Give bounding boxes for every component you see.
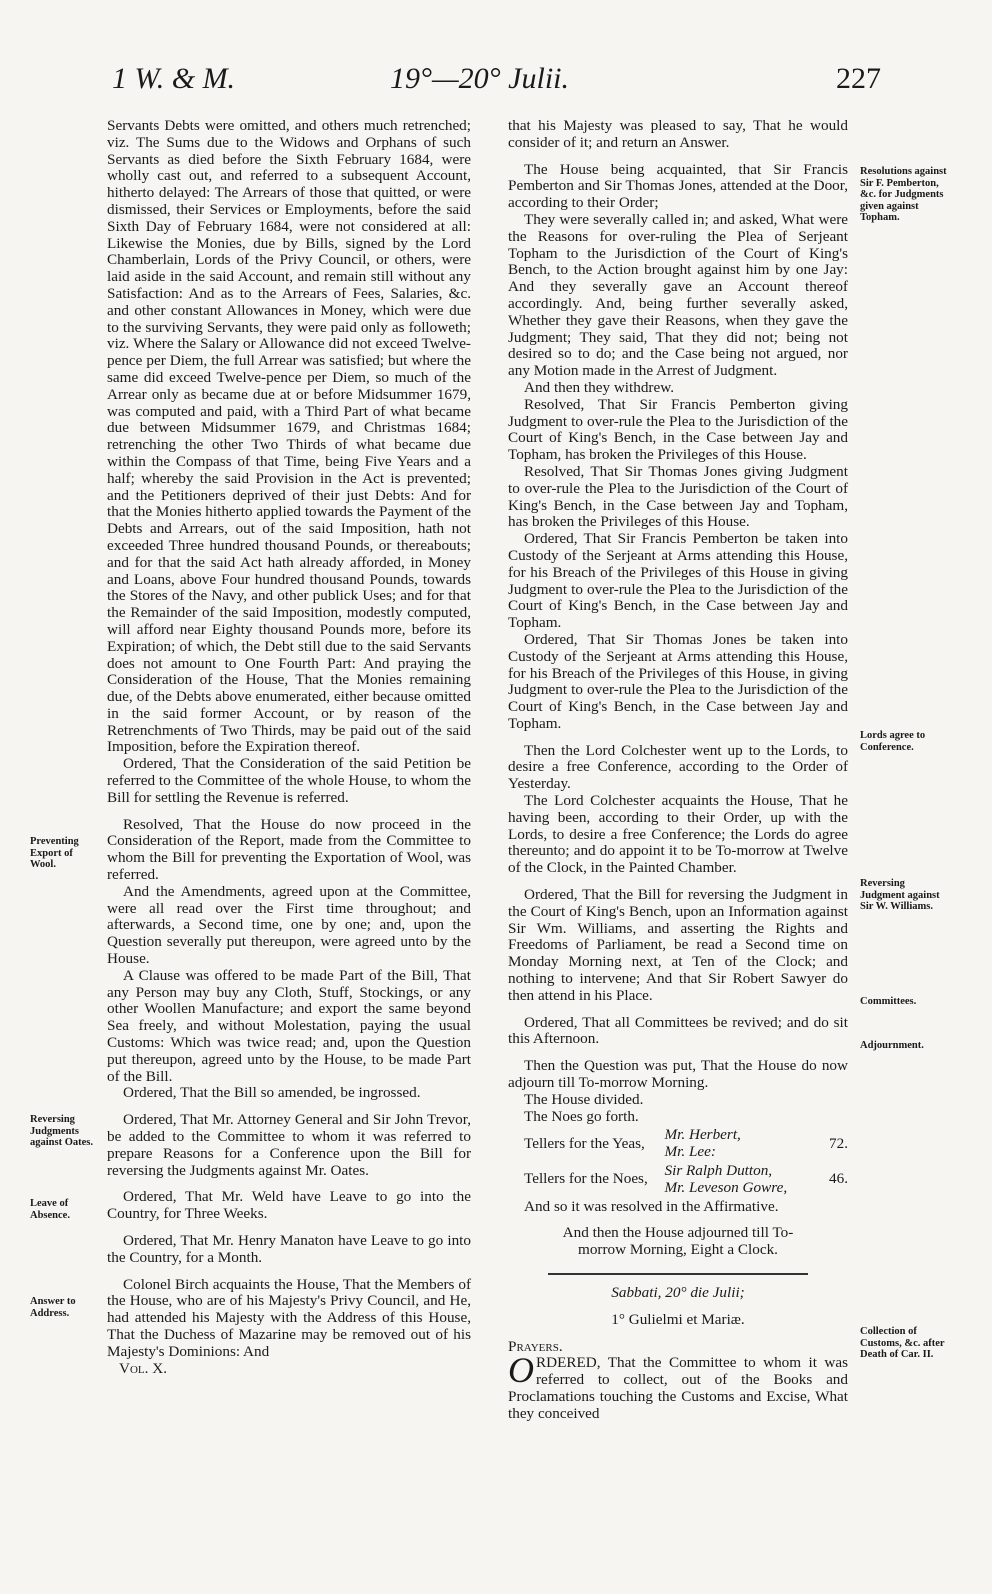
page-header-left: 1 W. & M. [112,62,236,95]
paragraph: Then the Question was put, That the House do now adjourn till To-morrow Morning. [508,1057,848,1092]
paragraph: They were severally called in; and asked, What were the Reasons for over-ruling the Plea of Serjeant Topham to the Jurisdiction of the Court of King's Bench, to the Action brought against him by one Jay: And they severally gave an Account thereof accordingly. And, being further severally asked, Whether they gave their Reasons, when they gave the Judgment; They said, That they did not; being not desired so to do; and the Case being not argued, nor any Motion made in the Arrest of Judgment. [508,210,848,380]
paragraph: Servants Debts were omitted, and others much retrenched; viz. The Sums due to the Widows and Orphans of such Servants as died before the Sixth February 1684, were wholly cast out, and referred to a subsequent Account, hitherto delayed: The Arrears of those that quitted, or were dismissed, their Services or Employments, before the said Sixth Day of February 1684, were not considered at all: Likewise the Monies, due by Bills, signed by the Lord Chamberlain, Lords of the Privy Council, or others, were laid aside in the said Account, and remain still without any Satisfaction: And as to the Arrears of Fees, Salaries, &c. and other constant Allowances in Money, which were due to the surviving Servants, they were paid only as followeth; viz. Where the Salary or Allowance did not exceed Twelve-pence per Diem, the full Arrear was satisfied; but where the same did exceed Twelve-pence per Diem, so much of the Arrear only as became due at or before Midsummer 1679, was computed and paid, with a Third Part of what became due between Midsummer 1679, and Christmas 1684; retrenching the other Two Thirds of what became due within the Compass of that Time, being Five Years and a half; whereby the said Provision in the Act is prevented; and the Petitioners deprived of their just Debts: And for that the Monies hitherto applied towards the Payment of the Debts and Arrears, out of the said Imposition, hath not exceeded Three hundred thousand Pounds, or thereabouts; and for that the said Act hath already afforded, in Money and Loans, above Four hundred thousand Pounds, towards the Stores of the Navy, and other publick Uses; and for that the Remainder of the said Imposition, modestly computed, will afford near Eighty thousand Pounds more, before its Expiration; of which, the Debt still due to the said Servants does not amount to One Fourth Part: And praying the Consideration of the House, That the Monies remaining due, of the Debts above enumerated, either because omitted in the said former Account, or by reason of the Retrenchments of Two Thirds, may be paid out of the said Imposition, before the Expiration thereof. [107,117,471,756]
paragraph: And then the House adjourned till To-morrow Morning, Eight a Clock. [562,1224,794,1259]
paragraph: Ordered, That Mr. Henry Manaton have Leave to go into the Country, for a Month. [107,1232,471,1266]
teller-name: Mr. Lee: [664,1143,716,1161]
vote-count: 46. [829,1170,848,1188]
paragraph: The House divided. [524,1090,644,1108]
tellers-label: Tellers for the Noes, [524,1170,648,1188]
margin-note: Leave of Absence. [30,1198,70,1221]
paragraph [508,1350,848,1422]
paragraph: Ordered, That Sir Thomas Jones be taken into Custody of the Serjeant at Arms attending this House, for his Breach of the Privileges of this House, in giving Judgment to over-rule the Plea to the Jurisdiction of the Court of King's Bench, in the Case between Jay and Topham. [508,630,848,732]
margin-note: Lords agree to Conference. [860,730,926,753]
paragraph: Ordered, That the Bill so amended, be ingrossed. [123,1084,421,1102]
drop-cap: O [508,1350,534,1391]
tellers-noes [524,1163,848,1197]
paragraph: And the Amendments, agreed upon at the Committee, were all read over the First time throughout; and afterwards, a Second time, one by one; and, upon the Question severally put thereupon, were agreed unto by the House. [107,882,471,968]
paragraph: Then the Lord Colchester went up to the Lords, to desire a free Conference, according to the Order of Yesterday. [508,741,848,793]
margin-note: Collection of Customs, &c. after Death of Car. II. [860,1326,945,1360]
vote-count: 72. [829,1134,848,1152]
paragraph: Ordered, That all Committees be revived; and do sit this Afternoon. [508,1013,848,1048]
paragraph: And so it was resolved in the Affirmative. [524,1197,779,1215]
tellers-yeas [524,1127,848,1161]
paragraph: The House being acquainted, that Sir Francis Pemberton and Sir Thomas Jones, attended at the Door, according to their Order; [508,160,848,212]
paragraph: Resolved, That Sir Francis Pemberton giving Judgment to over-rule the Plea to the Jurisdiction of the Court of King's Bench, in the Case between Jay and Topham, has broken the Privileges of this House. [508,395,848,464]
tellers-label: Tellers for the Yeas, [524,1134,645,1152]
teller-name: Sir Ralph Dutton, [664,1162,773,1180]
teller-name: Mr. Herbert, [664,1126,741,1144]
margin-note: Resolutions against Sir F. Pemberton, &c. for Judgments given against Topham. [860,166,947,223]
section-divider [548,1273,808,1275]
paragraph: The Noes go forth. [524,1107,639,1125]
volume-mark: Vol. X. [119,1359,167,1377]
regnal-year: 1° Gulielmi et Mariæ. [611,1310,745,1328]
paragraph: Ordered, That Mr. Attorney General and Sir John Trevor, be added to the Committee to whom it was referred to prepare Reasons for a Conference upon the Bill for reversing the Judgments against Mr. Oates. [107,1111,471,1179]
tellers-names [665,1163,806,1197]
paragraph: Resolved, That Sir Thomas Jones giving Judgment to over-rule the Plea to the Jurisdiction of the Court of King's Bench, in the Case between Jay and Topham, has broken the Privileges of this House. [508,462,848,531]
paragraph: Colonel Birch acquaints the House, That the Members of the House, who are of his Majesty's Privy Council, and He, had attended his Majesty with the Address of this House, That the Duchess of Mazarine may be removed out of his Majesty's Dominions: And [107,1275,471,1360]
paragraph: Ordered, That Mr. Weld have Leave to go into the Country, for Three Weeks. [107,1188,471,1223]
page-header-date: 19°—20° Julii. [390,62,569,95]
prayers-heading: Prayers. [508,1337,563,1355]
page-number: 227 [836,62,881,95]
margin-note: Reversing Judgments against Oates. [30,1114,93,1148]
date-heading: Sabbati, 20° die Julii; [611,1284,745,1301]
paragraph: A Clause was offered to be made Part of the Bill, That any Person may buy any Cloth, Stuff, Stockings, or any other Woollen Manufacture; and export the same beyond Sea freely, and without Molestation, paying the usual Customs: Which was twice read; and, upon the Question put thereupon, agreed unto by the House, to be made Part of the Bill. [107,966,471,1085]
margin-note: Reversing Judgment against Sir W. Williams. [860,878,940,912]
margin-note: Answer to Address. [30,1296,76,1319]
tellers-names [665,1127,806,1161]
paragraph-text: RDERED, That the Committee to whom it was referred to collect, out of the Books and Proclamations touching the Customs and Excise, What they conceived [508,1354,848,1422]
paragraph: The Lord Colchester acquaints the House, That he having been, according to their Order, up with the Lords, to desire a free Conference; the Lords do agree thereunto; and do appoint it to be To-morrow at Twelve of the Clock, in the Painted Chamber. [508,792,848,877]
paragraph: Ordered, That the Consideration of the said Petition be referred to the Committee of the whole House, to whom the Bill for settling the Revenue is referred. [107,755,471,806]
margin-note: Committees. [860,996,917,1007]
paragraph: Ordered, That the Bill for reversing the Judgment in the Court of King's Bench, upon an Information against Sir Wm. Williams, and asserting the Rights and Freedoms of Parliament, be read a Second time on Monday Morning next, at Ten of the Clock; and nothing to intervene; And that Sir Robert Sawyer do then attend in his Place. [508,886,848,1004]
paragraph: Resolved, That the House do now proceed in the Consideration of the Report, made from the Committee to whom the Bill for preventing the Exportation of Wool, was referred. [107,815,471,884]
left-column [107,118,471,1377]
right-column [508,118,848,1423]
paragraph: that his Majesty was pleased to say, That he would consider of it; and return an Answer. [508,117,848,151]
paragraph: Ordered, That Sir Francis Pemberton be taken into Custody of the Serjeant at Arms attending this House, for his Breach of the Privileges of this House in giving Judgment to over-rule the Plea to the Jurisdiction of the Court of King's Bench, in the Case between Jay and Topham. [508,530,848,632]
paragraph: And then they withdrew. [524,378,675,396]
teller-name: Mr. Leveson Gowre, [664,1178,788,1196]
margin-note: Preventing Export of Wool. [30,836,79,870]
margin-note: Adjournment. [860,1040,924,1051]
